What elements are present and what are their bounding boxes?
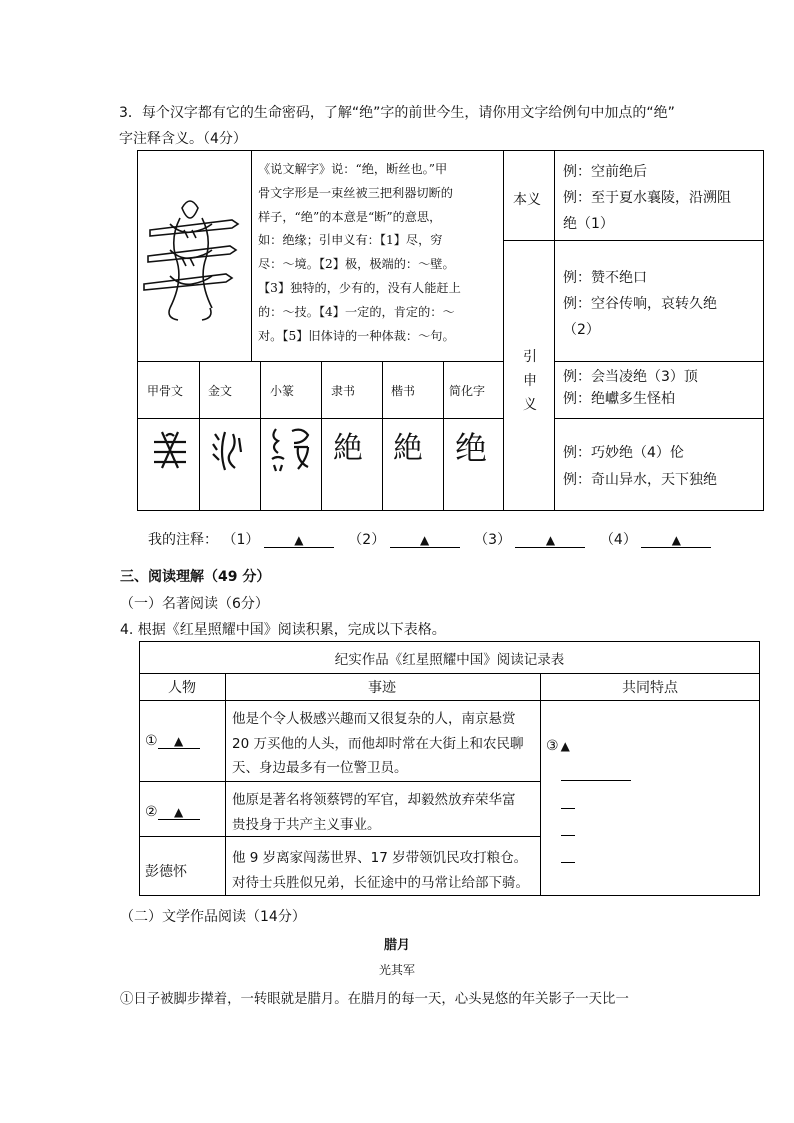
- person-2-cell: [145, 804, 200, 820]
- person-number: ②: [145, 804, 158, 820]
- quote-line: 样子，“绝”的本意是“断”的意思，: [258, 209, 442, 224]
- example-line: 例：巧妙绝（4）伦: [563, 445, 684, 461]
- deeds-line: 对待士兵胜似兄弟，长征途中的马常让给部下骑。: [232, 874, 529, 891]
- my-notes-label: 我的注释：: [148, 532, 218, 548]
- section-3-title: 三、阅读理解（49 分）: [120, 569, 271, 585]
- lishu-glyph: 絶: [333, 431, 363, 466]
- example-line: 绝（1）: [563, 216, 614, 232]
- script-header-xiaozhuan: 小篆: [270, 384, 295, 398]
- note-answer-blank-2[interactable]: ▲: [390, 533, 460, 548]
- deeds-line: 天、身边最多有一位警卫员。: [232, 760, 408, 776]
- example-line: 例：至于夏水襄陵，沿溯阻: [563, 190, 731, 206]
- quote-line: 骨文字形是一束丝被三把利器切断的: [258, 185, 453, 200]
- common-traits-cell: [546, 738, 570, 754]
- deeds-1: [232, 707, 523, 781]
- common-blank-mark: ▲: [560, 739, 570, 753]
- yinshenyi-char: 引: [523, 349, 537, 365]
- quote-line: 《说文解字》说：“绝，断丝也。”甲: [258, 162, 448, 176]
- person-2-blank[interactable]: ▲: [158, 805, 200, 820]
- deeds-3: [232, 846, 529, 895]
- example-line: 例：绝巘多生怪柏: [563, 391, 675, 407]
- examples-yinshen-2: [563, 366, 758, 410]
- jiaguwen-pictograph-illustration: [140, 190, 245, 330]
- deeds-line: 他原是著名将领蔡锷的军官，却毅然放弃荣华富: [232, 792, 516, 808]
- example-line: 例：空谷传响，哀转久绝: [563, 296, 717, 312]
- example-line: 例：会当凌绝（3）顶: [563, 369, 698, 385]
- deeds-2: [232, 788, 516, 837]
- note-number: （2）: [348, 532, 386, 548]
- common-blank-line[interactable]: [561, 862, 575, 863]
- yinshenyi-label: [522, 345, 538, 417]
- quote-line: 的：～技。【4】一定的，肯定的：～: [258, 304, 455, 319]
- jiaguwen-glyph: [150, 428, 190, 472]
- common-blank-line[interactable]: [561, 780, 631, 781]
- deeds-line: 贵投身于共产主义事业。: [232, 816, 381, 833]
- example-line: 例：赞不绝口: [563, 270, 647, 286]
- essay-author: 光其军: [378, 963, 415, 977]
- subsection-2-title: （二）文学作品阅读（14分）: [120, 909, 306, 925]
- yinshenyi-char: 义: [523, 397, 537, 413]
- common-blank-line[interactable]: [561, 835, 575, 836]
- shuowen-quote: [258, 158, 498, 348]
- kaishu-glyph: 絶: [393, 431, 423, 466]
- example-line: 例：空前绝后: [563, 164, 647, 180]
- example-line: （2）: [563, 322, 600, 338]
- person-number: ①: [145, 733, 158, 749]
- quote-line: 尽：～境。【2】极，极端的：～壁。: [258, 257, 455, 272]
- jianhuazi-glyph: 绝: [454, 429, 487, 467]
- question-3-text: 3．每个汉字都有它的生命密码，了解“绝”字的前世今生，请你用文字给例句中加点的“绝”: [119, 105, 675, 121]
- header-deeds: 事迹: [368, 680, 396, 696]
- example-line: 例：奇山异水，天下独绝: [563, 472, 717, 488]
- quote-line: 【3】独特的，少有的，没有人能赶上: [258, 280, 461, 295]
- my-notes-row: [148, 529, 711, 549]
- question-4-text: 4. 根据《红星照耀中国》阅读积累，完成以下表格。: [120, 622, 446, 638]
- header-person: 人物: [168, 680, 196, 696]
- table-caption: 纪实作品《红星照耀中国》阅读记录表: [334, 652, 565, 668]
- essay-paragraph-1: ①日子被脚步撵着，一转眼就是腊月。在腊月的每一天，心头晃悠的年关影子一天比一: [120, 992, 629, 1007]
- deeds-line: 20 万买他的人头，而他却时常在大街上和农民聊: [232, 735, 524, 752]
- note-number: （4）: [599, 532, 637, 548]
- examples-yinshen-1: [563, 265, 758, 343]
- script-header-kaishu: 楷书: [391, 384, 416, 398]
- note-number: （3）: [474, 532, 512, 548]
- script-header-jinwen: 金文: [208, 384, 233, 398]
- deeds-line: 他是个令人极感兴趣而又很复杂的人，南京悬赏: [232, 711, 516, 727]
- quote-line: 对。【5】旧体诗的一种体裁：～句。: [258, 328, 455, 343]
- yinshenyi-char: 申: [523, 373, 537, 389]
- common-number: ③: [546, 738, 559, 754]
- note-answer-blank-4[interactable]: ▲: [641, 533, 711, 548]
- examples-yinshen-3: [563, 440, 758, 494]
- script-header-lishu: 隶书: [331, 384, 356, 398]
- deeds-line: 他 9 岁离家闯荡世界、17 岁带领饥民攻打粮仓。: [232, 850, 528, 866]
- question-3-text-cont: 字注释含义。（4分）: [119, 131, 247, 147]
- quote-line: 如：绝缘；引申义有：【1】尽，穷: [258, 233, 443, 248]
- note-number: （1）: [222, 532, 260, 548]
- jinwen-glyph: [207, 428, 247, 472]
- examples-benyi: [563, 159, 758, 237]
- script-header-jiaguwen: 甲骨文: [147, 384, 184, 398]
- person-1-cell: [145, 733, 200, 749]
- note-answer-blank-3[interactable]: ▲: [515, 533, 585, 548]
- person-3-name: 彭德怀: [145, 864, 187, 880]
- benyi-label: 本义: [513, 192, 541, 208]
- note-answer-blank-1[interactable]: ▲: [264, 533, 334, 548]
- essay-title: 腊月: [383, 938, 410, 953]
- header-common-traits: 共同特点: [622, 680, 678, 696]
- script-header-jianhuazi: 简化字: [449, 384, 486, 398]
- subsection-1-title: （一）名著阅读（6分）: [120, 596, 269, 612]
- person-1-blank[interactable]: ▲: [158, 734, 200, 749]
- xiaozhuan-glyph: [268, 425, 314, 473]
- common-blank-line[interactable]: [561, 808, 575, 809]
